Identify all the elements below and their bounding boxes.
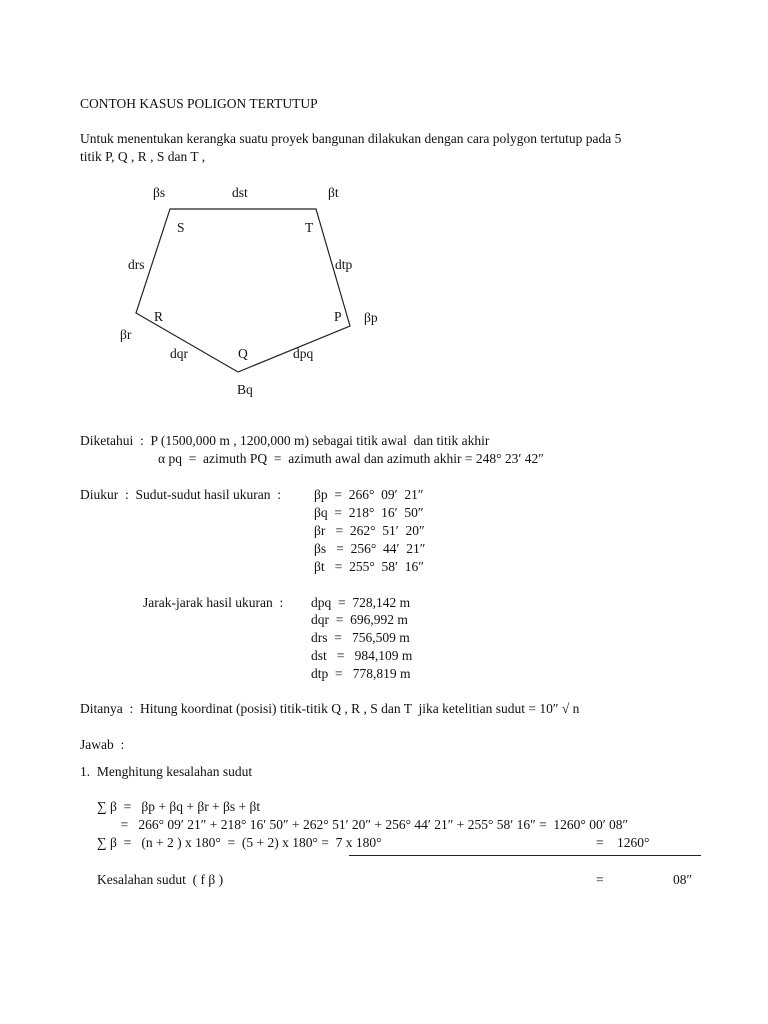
sum-line-3: ∑ β = (n + 2 ) x 180° = (5 + 2) x 180° = 7 x 180° bbox=[97, 835, 382, 850]
angle-beta-q: βq = 218° 16′ 50″ bbox=[314, 505, 424, 520]
intro-line-2: titik P, Q , R , S dan T , bbox=[80, 149, 206, 164]
distance-drs: drs = 756,509 m bbox=[311, 630, 410, 645]
label-T: T bbox=[305, 220, 314, 235]
sum-line-2: = 266° 09′ 21″ + 218° 16′ 50″ + 262° 51′ 20″ + 256° 44′ 21″ + 255° 58′ 16″ = 1260° 00′ 08″ bbox=[97, 817, 629, 832]
angle-beta-t: βt = 255° 58′ 16″ bbox=[314, 559, 424, 574]
page-title: CONTOH KASUS POLIGON TERTUTUP bbox=[80, 96, 318, 111]
label-S: S bbox=[177, 220, 185, 235]
label-beta-t: βt bbox=[328, 185, 339, 200]
angle-beta-p: βp = 266° 09′ 21″ bbox=[314, 487, 424, 502]
label-beta-s: βs bbox=[153, 185, 166, 200]
angle-beta-r: βr = 262° 51′ 20″ bbox=[314, 523, 425, 538]
sum-line-3-value: 1260° bbox=[617, 835, 650, 850]
label-dst: dst bbox=[232, 185, 248, 200]
diketahui-line-2: α pq = azimuth PQ = azimuth awal dan azimuth akhir = 248° 23′ 42″ bbox=[158, 451, 544, 466]
distance-dpq: dpq = 728,142 m bbox=[311, 595, 411, 610]
label-bq: Bq bbox=[237, 382, 253, 397]
error-label: Kesalahan sudut ( f β ) bbox=[97, 872, 224, 887]
label-P: P bbox=[334, 309, 342, 324]
distance-dqr: dqr = 696,992 m bbox=[311, 612, 408, 627]
label-dqr: dqr bbox=[170, 346, 188, 361]
diketahui-line-1: Diketahui : P (1500,000 m , 1200,000 m) sebagai titik awal dan titik akhir bbox=[80, 433, 490, 448]
angle-beta-s: βs = 256° 44′ 21″ bbox=[314, 541, 426, 556]
label-beta-p: βp bbox=[364, 310, 378, 325]
diukur-label: Diukur : Sudut-sudut hasil ukuran : bbox=[80, 487, 281, 502]
label-dpq: dpq bbox=[293, 346, 314, 361]
sum-line-1: ∑ β = βp + βq + βr + βs + βt bbox=[97, 799, 261, 814]
distance-dst: dst = 984,109 m bbox=[311, 648, 413, 663]
step1-heading: 1. Menghitung kesalahan sudut bbox=[80, 764, 253, 779]
distances-label: Jarak-jarak hasil ukuran : bbox=[143, 595, 284, 610]
label-R: R bbox=[154, 309, 164, 324]
sum-underline bbox=[349, 855, 701, 856]
error-value: 08″ bbox=[673, 872, 693, 887]
label-dtp: dtp bbox=[335, 257, 353, 272]
label-beta-r: βr bbox=[120, 327, 132, 342]
distance-dtp: dtp = 778,819 m bbox=[311, 666, 411, 681]
label-drs: drs bbox=[128, 257, 145, 272]
error-eq: = bbox=[596, 872, 604, 887]
sum-line-3-eq: = bbox=[596, 835, 604, 850]
label-Q: Q bbox=[238, 346, 248, 361]
polygon-diagram bbox=[0, 0, 768, 420]
ditanya-line: Ditanya : Hitung koordinat (posisi) titik-titik Q , R , S dan T jika ketelitian sudut = 10″ √ n bbox=[80, 701, 580, 716]
jawab-label: Jawab : bbox=[80, 737, 125, 752]
intro-line-1: Untuk menentukan kerangka suatu proyek bangunan dilakukan dengan cara polygon tertutup pada 5 bbox=[80, 131, 622, 146]
